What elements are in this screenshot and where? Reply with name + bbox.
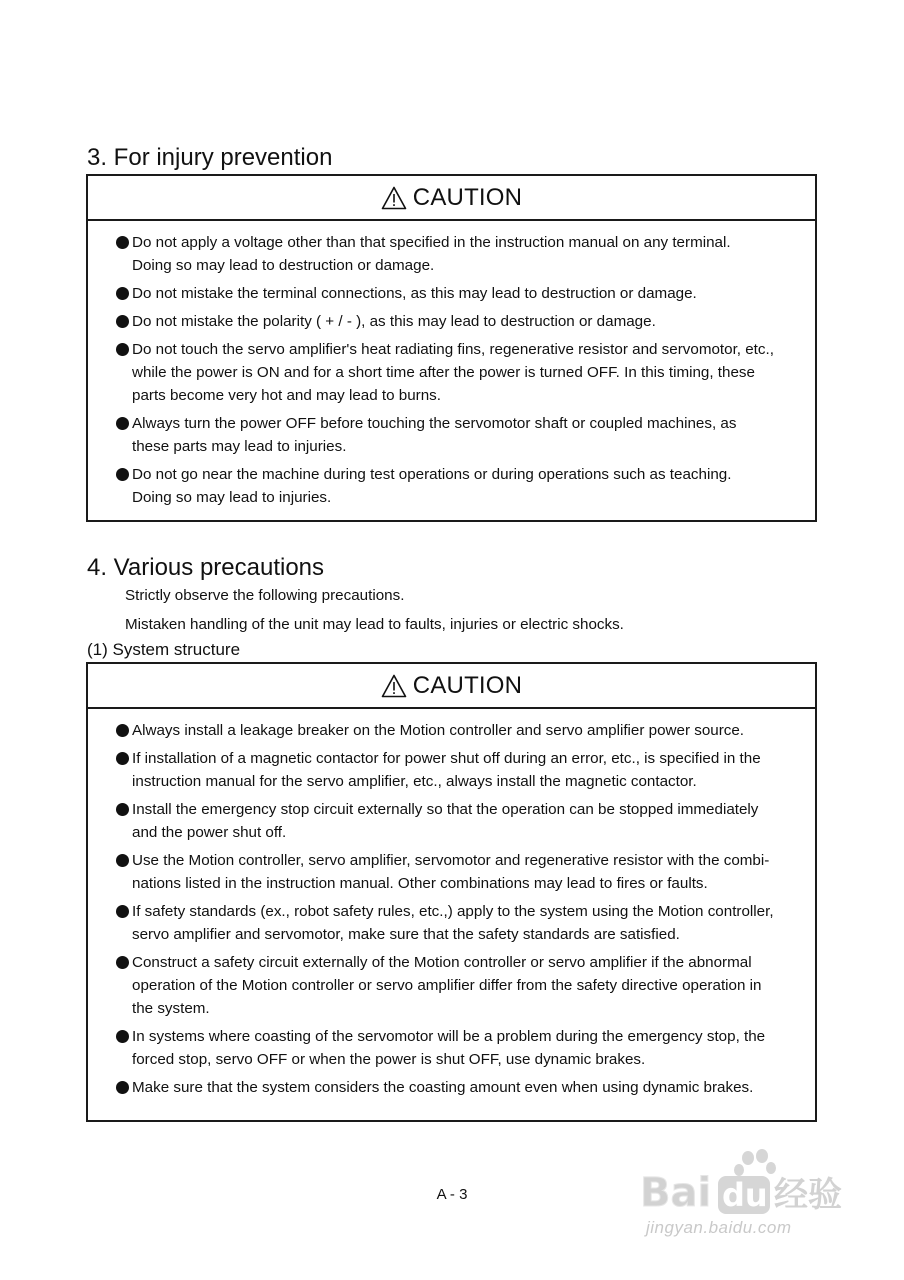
caution-item	[116, 463, 795, 509]
caution-list	[88, 221, 815, 509]
caution-item-line: operation of the Motion controller or servo amplifier differ from the safety directive operation in	[132, 977, 762, 994]
caution-item	[116, 747, 795, 793]
bullet-icon	[116, 417, 129, 430]
svg-text:Bai: Bai	[640, 1170, 712, 1216]
bullet-icon	[116, 854, 129, 867]
caution-item	[116, 338, 795, 407]
bullet-icon	[116, 803, 129, 816]
caution-item-line: Do not go near the machine during test operations or during operations such as teaching.	[132, 466, 732, 483]
caution-item-line: Doing so may lead to injuries.	[132, 489, 332, 506]
section-4-title: 4. Various precautions	[87, 554, 325, 581]
caution-item-line: these parts may lead to injuries.	[132, 438, 347, 455]
bullet-icon	[116, 468, 129, 481]
caution-list	[88, 709, 815, 1099]
caution-item-line: Do not mistake the polarity ( + / - ), as this may lead to destruction or damage.	[132, 313, 656, 330]
bullet-icon	[116, 724, 129, 737]
caution-item	[116, 412, 795, 458]
caution-item-line: Construct a safety circuit externally of the Motion controller or servo amplifier if the abnormal	[132, 954, 752, 971]
caution-box-injury	[86, 174, 817, 522]
caution-label: CAUTION	[412, 671, 523, 699]
caution-label: CAUTION	[412, 183, 523, 211]
warning-triangle-icon	[381, 674, 407, 698]
caution-item	[116, 798, 795, 844]
bullet-icon	[116, 905, 129, 918]
intro-text-1: Strictly observe the following precautions.	[125, 587, 405, 604]
watermark-url: jingyan.baidu.com	[646, 1218, 792, 1237]
caution-box-system-structure	[86, 662, 817, 1122]
caution-item-line: Do not apply a voltage other than that specified in the instruction manual on any terminal.	[132, 234, 731, 251]
bullet-icon	[116, 1030, 129, 1043]
bullet-icon	[116, 956, 129, 969]
caution-item	[116, 310, 795, 333]
bullet-icon	[116, 236, 129, 249]
caution-item	[116, 282, 795, 305]
bullet-icon	[116, 1081, 129, 1094]
caution-item-line: Do not mistake the terminal connections, as this may lead to destruction or damage.	[132, 285, 697, 302]
caution-item	[116, 849, 795, 895]
caution-item-line: Use the Motion controller, servo amplifier, servomotor and regenerative resistor with the combi-	[132, 852, 770, 869]
caution-item-line: while the power is ON and for a short time after the power is turned OFF. In this timing, these	[132, 364, 755, 381]
bullet-icon	[116, 287, 129, 300]
caution-item-line: Doing so may lead to destruction or damage.	[132, 257, 435, 274]
caution-item-line: Make sure that the system considers the coasting amount even when using dynamic brakes.	[132, 1079, 754, 1096]
page-number: A - 3	[436, 1186, 468, 1203]
caution-item-line: Always install a leakage breaker on the Motion controller and servo amplifier power source.	[132, 722, 745, 739]
caution-item	[116, 719, 795, 742]
caution-item-line: Install the emergency stop circuit externally so that the operation can be stopped immediately	[132, 801, 759, 818]
caution-item-line: nations listed in the instruction manual. Other combinations may lead to fires or faults.	[132, 875, 708, 892]
caution-header	[88, 664, 815, 709]
bullet-icon	[116, 315, 129, 328]
svg-text:经验: 经验	[774, 1175, 842, 1215]
bullet-icon	[116, 343, 129, 356]
caution-item-line: forced stop, servo OFF or when the power is shut OFF, use dynamic brakes.	[132, 1051, 646, 1068]
caution-item	[116, 1025, 795, 1071]
caution-header	[88, 176, 815, 221]
caution-item-line: parts become very hot and may lead to burns.	[132, 387, 441, 404]
caution-item	[116, 231, 795, 277]
section-3-title: 3. For injury prevention	[87, 144, 333, 171]
caution-item-line: If safety standards (ex., robot safety rules, etc.,) apply to the system using the Motion controller,	[132, 903, 774, 920]
intro-text-2: Mistaken handling of the unit may lead to faults, injuries or electric shocks.	[125, 616, 624, 633]
caution-item-line: the system.	[132, 1000, 210, 1017]
caution-item-line: and the power shut off.	[132, 824, 287, 841]
caution-item	[116, 951, 795, 1020]
caution-item-line: Always turn the power OFF before touching the servomotor shaft or coupled machines, as	[132, 415, 737, 432]
warning-triangle-icon	[381, 186, 407, 210]
bullet-icon	[116, 752, 129, 765]
caution-item-line: If installation of a magnetic contactor for power shut off during an error, etc., is specified in the	[132, 750, 761, 767]
svg-text:du: du	[722, 1176, 768, 1214]
caution-item-line: instruction manual for the servo amplifier, etc., always install the magnetic contactor.	[132, 773, 697, 790]
caution-item-line: In systems where coasting of the servomotor will be a problem during the emergency stop, the	[132, 1028, 766, 1045]
caution-item	[116, 1076, 795, 1099]
caution-item-line: Do not touch the servo amplifier's heat radiating fins, regenerative resistor and servomotor, etc.,	[132, 341, 774, 358]
caution-item-line: servo amplifier and servomotor, make sure that the safety standards are satisfied.	[132, 926, 680, 943]
caution-item	[116, 900, 795, 946]
subsection-title: (1) System structure	[87, 640, 241, 659]
